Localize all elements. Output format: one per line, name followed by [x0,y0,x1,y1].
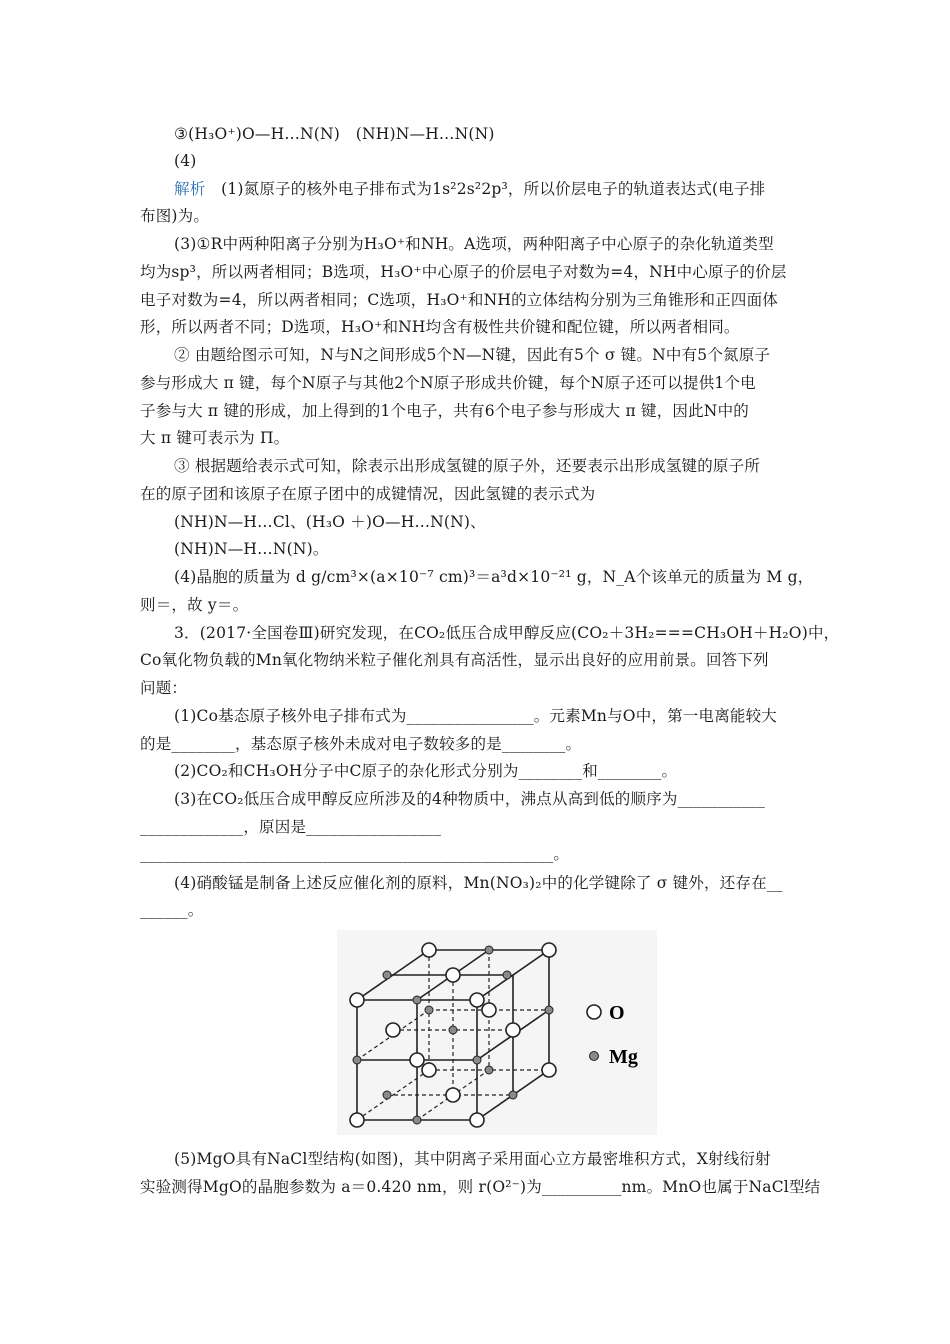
text-line: ______。 [140,901,204,919]
text-line: ② 由题给图示可知，N与N之间形成5个N—N键，因此有5个 σ 键。N中有5个氮原子 [174,346,771,364]
text-line: 参与形成大 π 键，每个N原子与其他2个N原子形成共价键，每个N原子还可以提供1个电 [140,374,756,392]
legend-mg-marker [590,1052,599,1061]
legend-o-marker [587,1005,601,1019]
text-line: 子参与大 π 键的形成，加上得到的1个电子，共有6个电子参与形成大 π 键，因此N中的 [140,402,749,420]
text-line: 电子对数为=4，所以两者相同；C选项，H₃O⁺和NH的立体结构分别为三角锥形和正四面体 [140,291,779,309]
text-line: (2)CO₂和CH₃OH分子中C原子的杂化形式分别为________和________。 [174,762,678,780]
text-line: (4) [174,152,197,170]
analysis-tag: 解析 [174,180,206,198]
text-line: (1)Co基态原子核外电子排布式为________________。元素Mn与O中，第一电离能较大 [174,707,778,725]
text-line: ③(H₃O⁺)O—H…N(N) (NH)N—H…N(N) [174,125,495,143]
text-line: ____________________________________________________。 [140,845,570,863]
text-span: (1)氮原子的核外电子排布式为1s²2s²2p³，所以价层电子的轨道表达式(电子排 [205,180,766,198]
text-line: 在的原子团和该原子在原子团中的成键情况，因此氢键的表示式为 [140,485,596,503]
text-line: 实验测得MgO的晶胞参数为 a＝0.420 nm，则 r(O²⁻)为__________nm。MnO也属于NaCl型结 [140,1178,821,1196]
text-line: 大 π 键可表示为 Π。 [140,429,290,447]
text-line: 均为sp³，所以两者相同；B选项，H₃O⁺中心原子的价层电子对数为=4，NH中心原子的价层 [140,263,787,281]
mgo-crystal-figure [337,930,657,1135]
text-line: 布图)为。 [140,207,210,225]
text-line: 形，所以两者不同；D选项，H₃O⁺和NH均含有极性共价键和配位键，所以两者相同。 [140,318,740,336]
text-line: 的是________，基态原子核外未成对电子数较多的是________。 [140,735,582,753]
text-line: _____________，原因是_________________ [140,818,442,836]
text-line: (4)晶胞的质量为 d g/cm³×(a×10⁻⁷ cm)³＝a³d×10⁻²¹ g，N_A个该单元的质量为 M g， [174,568,814,586]
text-line: 则＝，故 y＝。 [140,596,249,614]
text-line: (3)在CO₂低压合成甲醇反应所涉及的4种物质中，沸点从高到低的顺序为___________ [174,790,766,808]
text-line: Co氧化物负载的Mn氧化物纳米粒子催化剂具有高活性，显示出良好的应用前景。回答下列 [140,651,769,669]
text-line: (NH)N—H…N(N)。 [174,540,329,558]
text-line: (3)①R中两种阳离子分别为H₃O⁺和NH。A选项，两种阳离子中心原子的杂化轨道类型 [174,235,774,253]
text-line [174,178,765,200]
text-line: ③ 根据题给表示式可知，除表示出形成氢键的原子外，还要表示出形成氢键的原子所 [174,457,761,475]
legend-o-label: O [609,1002,625,1024]
text-line: 问题： [140,679,188,697]
text-line: (4)硝酸锰是制备上述反应催化剂的原料，Mn(NO₃)₂中的化学键除了 σ 键外，还存在__ [174,874,783,892]
text-line: 3．(2017·全国卷Ⅲ)研究发现，在CO₂低压合成甲醇反应(CO₂＋3H₂===CH₃OH＋H₂O)中， [174,624,840,642]
legend-mg-label: Mg [609,1046,638,1068]
text-line: (NH)N—H…Cl、(H₃O ＋)O—H…N(N)、 [174,513,486,531]
text-line: (5)MgO具有NaCl型结构(如图)，其中阴离子采用面心立方最密堆积方式，X射线衍射 [174,1150,771,1168]
